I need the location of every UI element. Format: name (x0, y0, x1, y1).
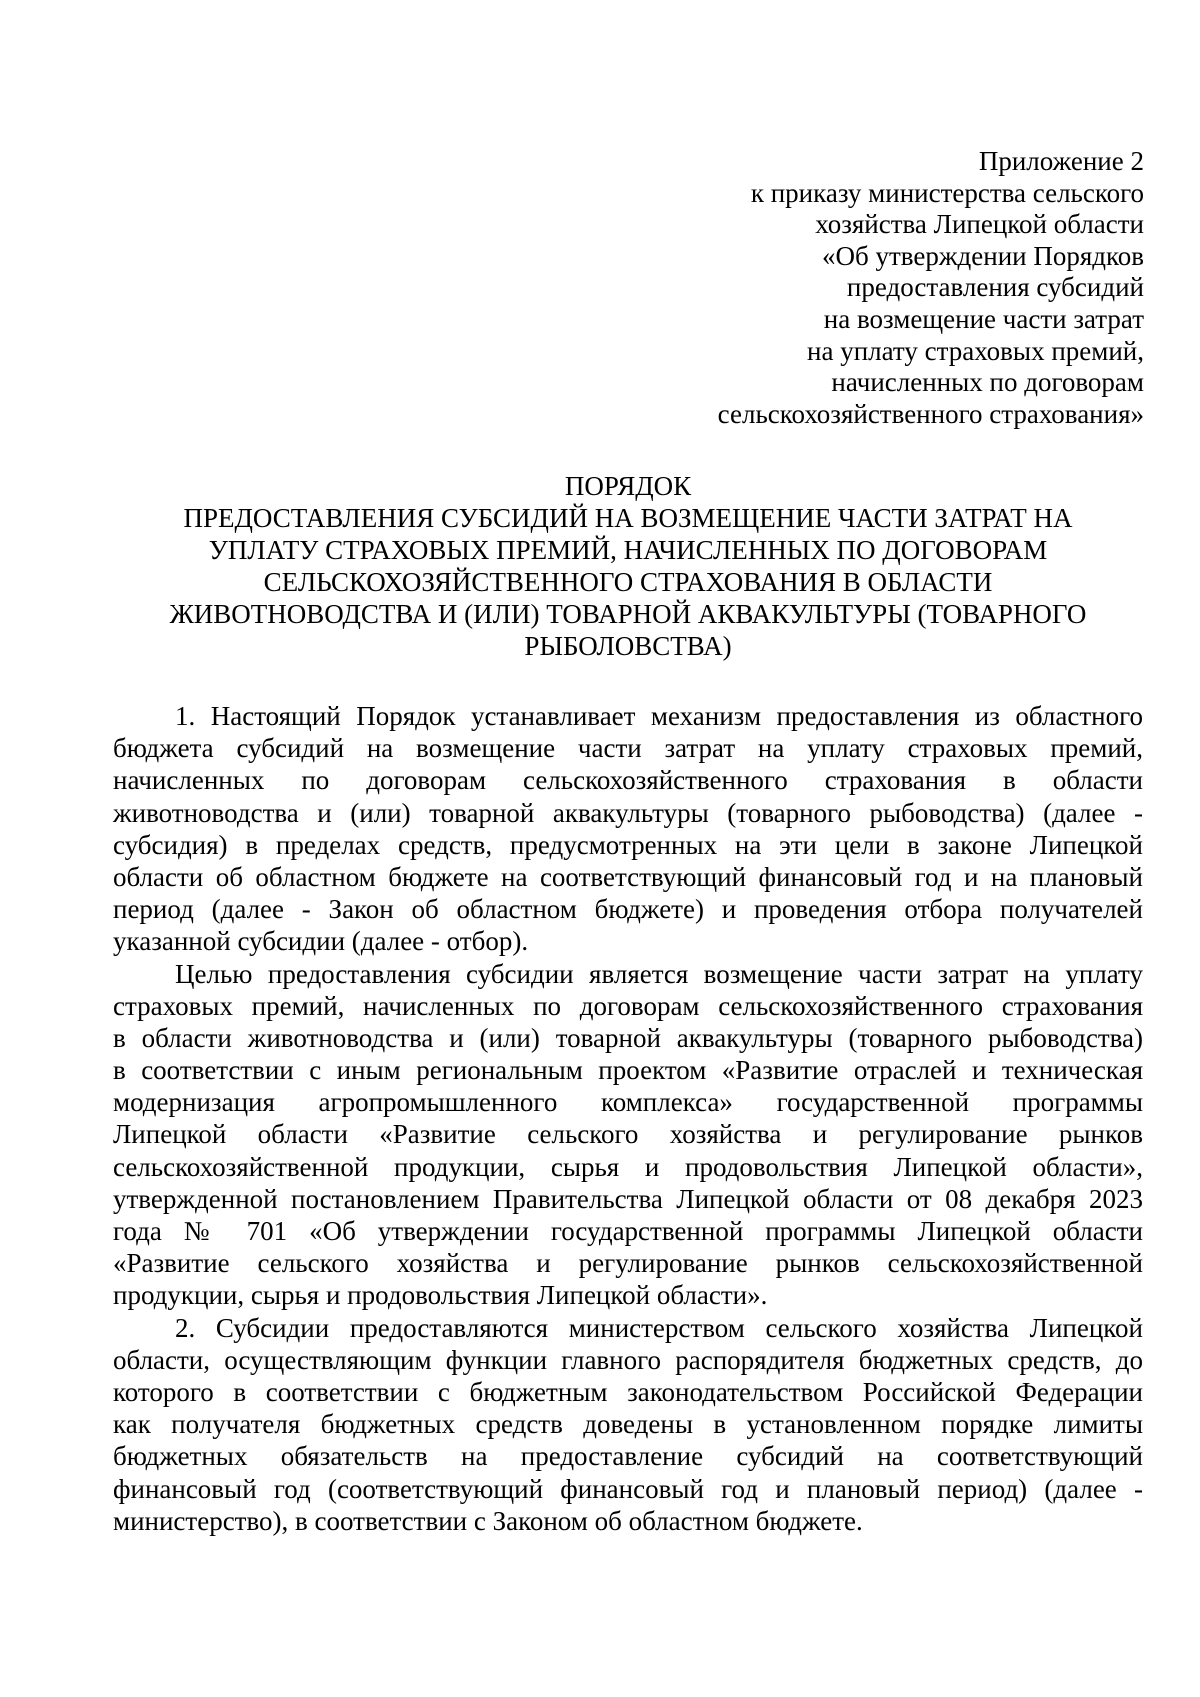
title-line: УПЛАТУ СТРАХОВЫХ ПРЕМИЙ, НАЧИСЛЕННЫХ ПО ДОГОВОРАМ (208, 535, 1048, 565)
annex-line: предоставления субсидий (846, 272, 1144, 303)
paragraph-line: животноводства и (или) товарной аквакультуры (товарного рыбоводства) (далее - (113, 797, 1143, 828)
paragraph-line: субсидия) в пределах средств, предусмотренных на эти цели в законе Липецкой (113, 829, 1143, 860)
paragraph-line: продукции, сырья и продовольствия Липецкой области». (113, 1280, 768, 1311)
title-line: ПРЕДОСТАВЛЕНИЯ СУБСИДИЙ НА ВОЗМЕЩЕНИЕ ЧАСТИ ЗАТРАТ НА (183, 503, 1073, 533)
paragraph-2 (113, 1312, 1143, 1537)
paragraph-line: 2. Субсидии предоставляются министерством сельского хозяйства Липецкой (175, 1312, 1143, 1343)
paragraph-line: бюджета субсидий на возмещение части затрат на уплату страховых премий, (113, 733, 1143, 764)
annex-header (624, 146, 1144, 430)
annex-line: на уплату страховых премий, (807, 335, 1144, 366)
document-title (113, 470, 1143, 662)
paragraph-line: года № 701 «Об утверждении государственной программы Липецкой области (113, 1216, 1143, 1246)
paragraph-line: страховых премий, начисленных по договорам сельскохозяйственного страхования (113, 990, 1143, 1021)
title-line: ЖИВОТНОВОДСТВА И (ИЛИ) ТОВАРНОЙ АКВАКУЛЬТУРЫ (ТОВАРНОГО (169, 599, 1087, 629)
paragraph-line: указанной субсидии (далее - отбор). (113, 926, 529, 957)
paragraph-line: 1. Настоящий Порядок устанавливает механизм предоставления из областного (175, 701, 1143, 731)
annex-line: «Об утверждении Порядков (822, 240, 1144, 271)
annex-line: на возмещение части затрат (823, 303, 1144, 334)
title-line: ПОРЯДОК (564, 471, 692, 501)
title-line: СЕЛЬСКОХОЗЯЙСТВЕННОГО СТРАХОВАНИЯ В ОБЛАСТИ (263, 567, 993, 597)
paragraph-line: которого в соответствии с бюджетным законодательством Российской Федерации (113, 1376, 1143, 1407)
paragraph-line: начисленных по договорам сельскохозяйственного страхования в области (113, 765, 1143, 796)
paragraph-1 (113, 700, 1143, 958)
paragraph-line: области, осуществляющим функции главного распорядителя бюджетных средств, до (113, 1344, 1143, 1375)
paragraph-line: утвержденной постановлением Правительства Липецкой области от 08 декабря 2023 (113, 1183, 1143, 1214)
paragraph-line: модернизация агропромышленного комплекса» государственной программы (113, 1087, 1143, 1118)
paragraph-line: Целью предоставления субсидии является возмещение части затрат на уплату (175, 958, 1143, 989)
title-line: РЫБОЛОВСТВА) (524, 631, 732, 661)
paragraph-goal (113, 958, 1143, 1312)
annex-line: хозяйства Липецкой области (815, 209, 1144, 240)
annex-line: Приложение 2 (978, 146, 1144, 176)
paragraph-line: сельскохозяйственной продукции, сырья и продовольствия Липецкой области», (113, 1151, 1143, 1182)
annex-line: сельскохозяйственного страхования» (717, 398, 1144, 429)
paragraph-line: период (далее - Закон об областном бюджете) и проведения отбора получателей (113, 894, 1143, 925)
paragraph-line: Липецкой области «Развитие сельского хозяйства и регулирование рынков (113, 1119, 1143, 1150)
paragraph-line: в соответствии с иным региональным проектом «Развитие отраслей и техническая (113, 1055, 1143, 1086)
annex-line: к приказу министерства сельского (750, 177, 1144, 208)
paragraph-line: финансовый год (соответствующий финансовый год и плановый период) (далее - (113, 1473, 1143, 1504)
paragraph-line: как получателя бюджетных средств доведены в установленном порядке лимиты (113, 1409, 1143, 1440)
paragraph-line: в области животноводства и (или) товарной аквакультуры (товарного рыбоводства) (113, 1022, 1143, 1053)
paragraph-line: «Развитие сельского хозяйства и регулирование рынков сельскохозяйственной (113, 1248, 1143, 1279)
paragraph-line: бюджетных обязательств на предоставление субсидий на соответствующий (113, 1441, 1143, 1472)
document-body (113, 700, 1143, 1537)
paragraph-line: области об областном бюджете на соответствующий финансовый год и на плановый (113, 861, 1143, 892)
annex-line: начисленных по договорам (831, 367, 1144, 398)
paragraph-line: министерство), в соответствии с Законом об областном бюджете. (113, 1505, 863, 1536)
